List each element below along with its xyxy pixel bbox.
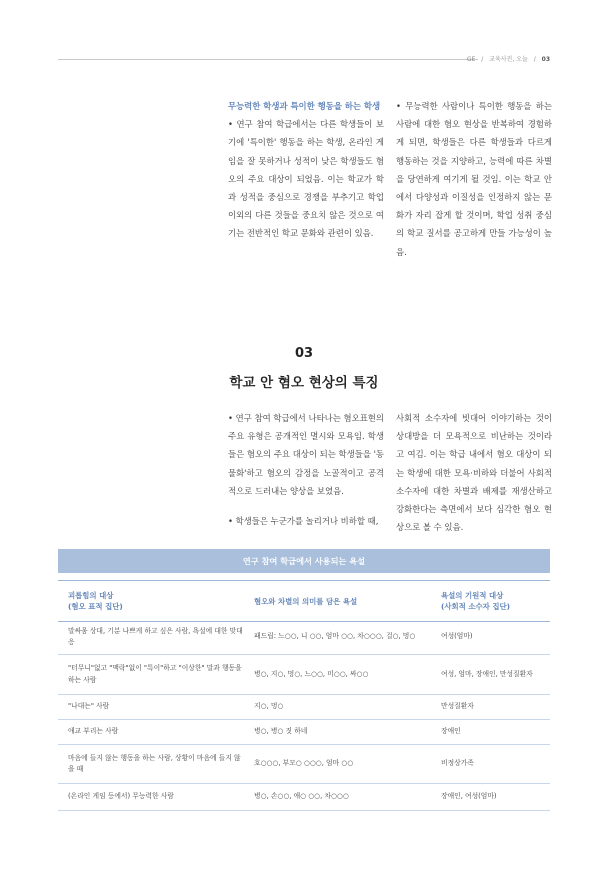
- header-target-line2: (혐오 표적 집단): [68, 602, 123, 611]
- table-row: [58, 720, 550, 745]
- column-left-top: [228, 97, 384, 243]
- cell-origin: 비정상가족: [441, 759, 474, 768]
- cell-target: 마음에 들지 않는 행동을 하는 사람, 상황이 마음에 들지 않을 때: [68, 753, 241, 773]
- cell-slurs: 병○, 병○ 짓 하네: [254, 727, 308, 736]
- running-head-separator: /: [481, 56, 484, 63]
- cell-slurs: 지○, 멍○: [254, 702, 284, 711]
- subhead-incompetent-students: 무능력한 학생과 특이한 행동을 하는 학생: [228, 101, 381, 111]
- cell-origin: 여성(엄마): [441, 632, 473, 641]
- table-title: 연구 참여 학급에서 사용되는 욕설: [58, 549, 550, 573]
- table-row: [58, 655, 550, 695]
- paragraph-right-top: • 무능력한 사람이나 특이한 행동을 하는 사람에 대한 혐오 현상을 반복하여 경험하게 되면, 학생들은 다른 학생들과 다르게 행동하는 것을 지양하고, 능력에 따른 차별을 당연하게 여기게 될 것임. 이는 학교 안에서 다양성과 이질성을 인정하지 않는 문화가 자리 잡게 할 것이며, 학업 성취 중심의 학교 질서를 공고하게 만들 가능성이 높음.: [396, 101, 552, 257]
- header-origin-line2: (사회적 소수자 집단): [441, 602, 511, 611]
- paragraph-bullet-1: • 연구 참여 학급에서 나타나는 혐오표현의 주요 유형은 공개적인 멸시와 모욕임. 학생들은 혐오의 주요 대상이 되는 학생들을 '동물화'하고 혐오의 감정을 노골적이고 공격적으로 드러내는 양상을 보였음.: [228, 413, 384, 496]
- page-number: 03: [541, 56, 550, 63]
- cell-target: "터무니"없고 "맥락"없이 "특이"하고 "이상한" 말과 행동을 하는 사람: [68, 664, 242, 684]
- cell-slurs: 호○○○, 부모○ ○○○, 엄마 ○○: [254, 759, 354, 768]
- table-row: [58, 745, 550, 784]
- header-target-line1: 괴롭힘의 대상: [68, 591, 114, 600]
- section-number: 03: [294, 346, 314, 361]
- header-rule: [58, 59, 478, 60]
- running-head-section: GE: [466, 56, 476, 63]
- paragraph-left-top: • 연구 참여 학급에서는 다른 학생들이 보기에 '특이한' 행동을 하는 학생, 온라인 게임을 잘 못하거나 성적이 낮은 학생들도 혐오의 주요 대상이 되었음. 이는 학교가 학과 성적을 중심으로 경쟁을 부추기고 학업 이외의 다른 것들을 중요치 않은 것으로 여기는 전반적인 학교 문화와 관련이 있음.: [228, 119, 384, 239]
- table-row: [58, 620, 550, 655]
- running-head-separator-2: /: [533, 56, 536, 63]
- column-right-mid: [396, 409, 552, 536]
- cell-slurs: 병○, 지○, 멍○, 느○○, 미○○, 싸○○: [254, 669, 369, 678]
- cell-target: 말싸움 상대, 기분 나쁘게 하고 싶은 사람, 욕설에 대한 맞대응: [68, 626, 243, 646]
- column-left-mid: [228, 409, 384, 530]
- header-origin: [441, 590, 510, 612]
- cell-origin: 장애인, 여성(엄마): [441, 792, 497, 801]
- running-head-subtitle: 교육사진, 오늘: [489, 56, 528, 63]
- paragraph-bullet-2: • 학생들은 누군가를 놀리거나 비하할 때,: [228, 516, 379, 527]
- section-title: 학교 안 혐오 현상의 특징: [229, 375, 379, 391]
- header-target: [68, 590, 123, 612]
- header-origin-line1: 욕설의 기원적 대상: [441, 591, 504, 600]
- cell-target: (온라인 게임 등에서) 무능력한 사람: [68, 792, 174, 801]
- paragraph-right-mid: 사회적 소수자에 빗대어 이야기하는 것이 상대방을 더 모욕적으로 비난하는 것이라고 여김. 이는 학급 내에서 혐오 대상이 되는 학생에 대한 모욕·비하와 더불어 사회적 소수자에 대한 차별과 배제를 재생산하고 강화한다는 측면에서 보다 심각한 혐오 현상으로 볼 수 있음.: [396, 413, 552, 533]
- table-row: [58, 784, 550, 811]
- cell-slurs: 패드립: 느○○, 니 ○○, 엄마 ○○, 차○○○, 걸○, 멍○: [254, 632, 416, 641]
- cell-target: 애교 부리는 사람: [68, 727, 119, 736]
- cell-origin: 여성, 엄마, 장애인, 만성질환자: [441, 669, 533, 678]
- table-row: [58, 695, 550, 720]
- running-head: [467, 54, 550, 63]
- cell-target: "나대는" 사람: [68, 702, 110, 711]
- cell-slurs: 병○, 손○○, 애○ ○○, 차○○○: [254, 792, 349, 801]
- column-right-top: [396, 97, 552, 261]
- cell-origin: 만성질환자: [441, 702, 474, 711]
- header-slurs: 혐오와 차별의 의미를 담은 욕설: [254, 597, 358, 606]
- table-body: [58, 620, 550, 811]
- cell-origin: 장애인: [441, 727, 461, 736]
- table-column-headers: [58, 580, 550, 622]
